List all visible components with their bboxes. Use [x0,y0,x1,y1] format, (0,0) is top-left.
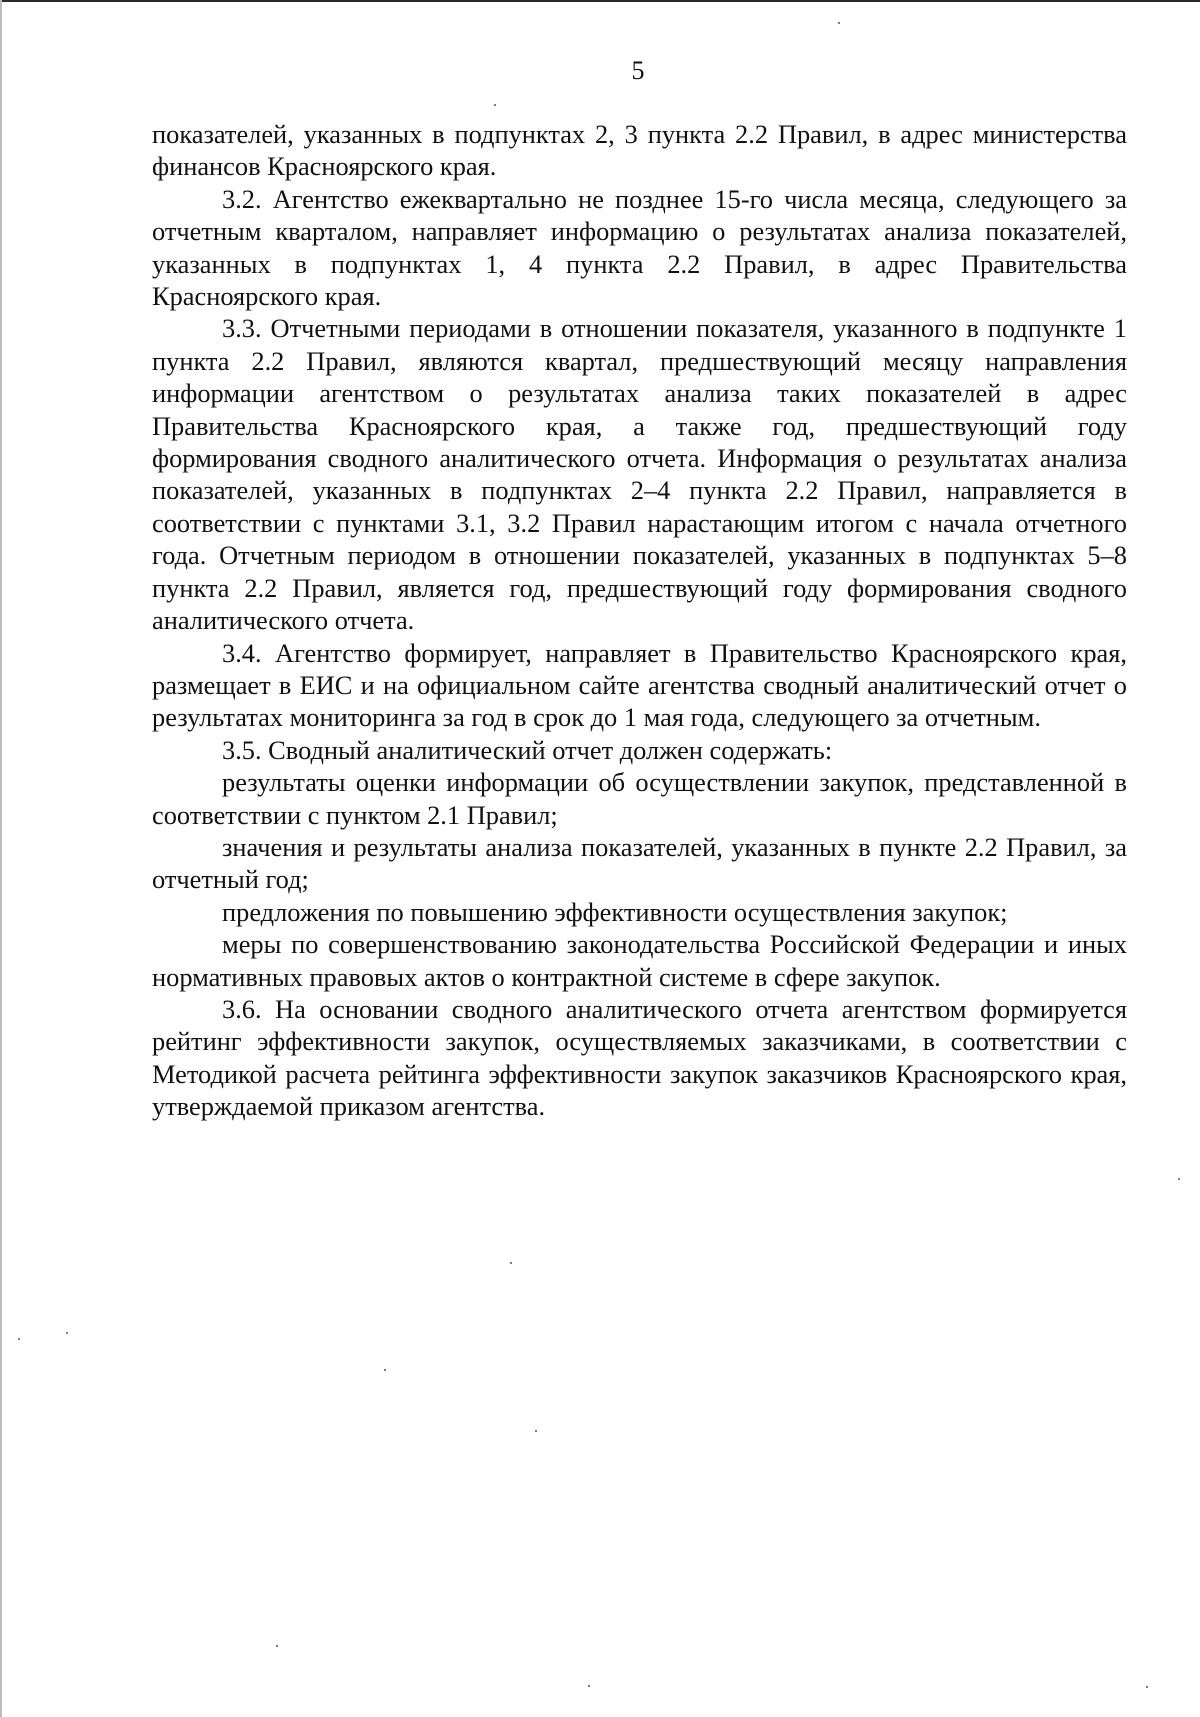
left-scan-border [0,0,2,1717]
paragraph-3-6: 3.6. На основании сводного аналитического отчета агентством формируется рейтинг эффективности закупок, осуществляемых заказчиками, в соответствии с Методикой расчета рейтинга эффективности закупок заказчиков Красноярского края, утверждаемой приказом агентства. [152,993,1127,1122]
scan-speck [510,1262,512,1264]
scan-speck [1178,1178,1180,1180]
scan-speck [384,1369,386,1371]
scan-speck [588,1685,590,1687]
page-number: 5 [631,56,645,85]
list-item-indicator-values: значения и результаты анализа показателей, указанных в пункте 2.2 Правил, за отчетный год; [152,831,1127,895]
document-body [152,118,1127,1123]
scan-speck [838,22,840,24]
scan-speck [276,1645,278,1647]
list-item-legislation-measures: меры по совершенствованию законодательства Российской Федерации и иных нормативных правовых актов о контрактной системе в сфере закупок. [152,929,1127,992]
scan-speck [1146,1686,1148,1688]
paragraph-3-2: 3.2. Агентство ежеквартально не позднее 15-го числа месяца, следующего за отчетным кварталом, направляет информацию о результатах анализа показателей, указанных в подпунктах 1, 4 пункта 2.2 Правил, в адрес Правительства Красноярского края. [152,183,1127,312]
paragraph-3-5: 3.5. Сводный аналитический отчет должен содержать: [222,734,833,765]
list-item-efficiency-proposals: предложения по повышению эффективности осуществления закупок; [222,896,1008,927]
scan-speck [535,1430,537,1432]
top-scan-border [0,0,1200,2]
paragraph-3-3: 3.3. Отчетными периодами в отношении показателя, указанного в подпункте 1 пункта 2.2 Правил, являются квартал, предшествующий месяцу направления информации агентством о результатах анализа таких показателей в адрес Правительства Красноярского края, а также год, предшествующий году формирования сводного аналитического отчета. Информация о результатах анализа показателей, указанных в подпунктах 2–4 пункта 2.2 Правил, направляется в соответствии с пунктами 3.1, 3.2 Правил нарастающим итогом с начала отчетного года. Отчетным периодом в отношении показателей, указанных в подпунктах 5–8 пункта 2.2 Правил, является год, предшествующий году формирования сводного аналитического отчета. [152,313,1127,636]
paragraph-3-4: 3.4. Агентство формирует, направляет в Правительство Красноярского края, размещает в ЕИС и на официальном сайте агентства сводный аналитический отчет о результатах мониторинга за год в срок до 1 мая года, следующего за отчетным. [152,637,1127,733]
list-item-evaluation-results: результаты оценки информации об осуществлении закупок, представленной в соответствии с пунктом 2.1 Правил; [152,767,1127,830]
scan-speck [18,1338,20,1340]
scan-speck [494,104,496,106]
scan-speck [66,1332,68,1334]
paragraph-continuation: показателей, указанных в подпунктах 2, 3 пункта 2.2 Правил, в адрес министерства финансов Красноярского края. [152,119,1127,182]
